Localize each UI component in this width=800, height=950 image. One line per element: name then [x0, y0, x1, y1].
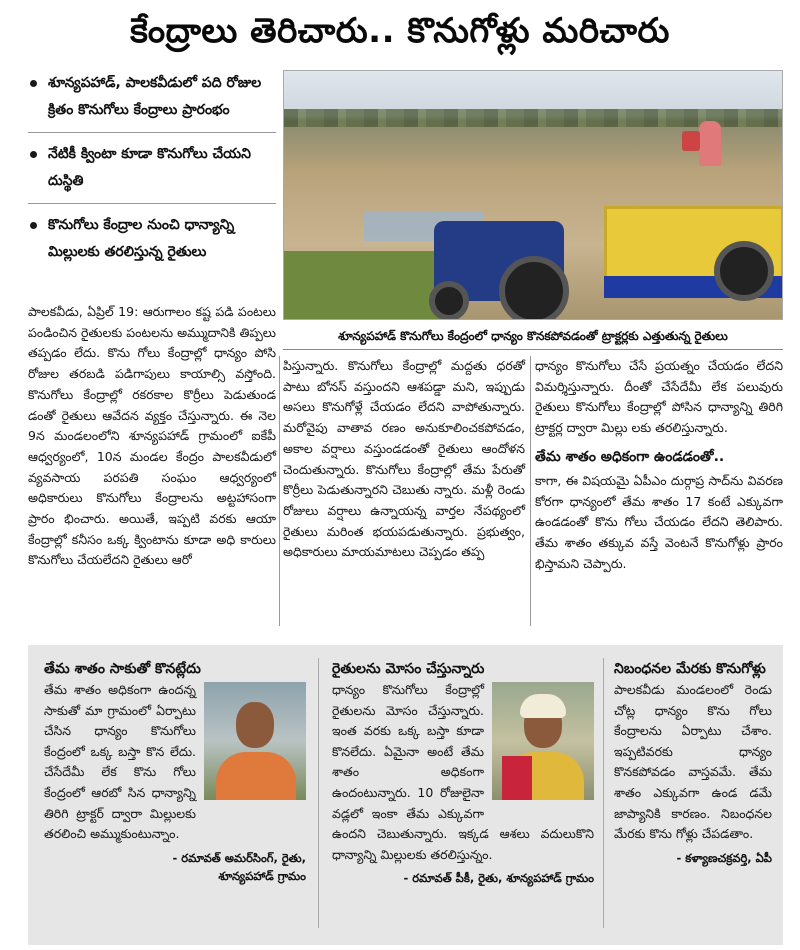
column-divider: [530, 356, 531, 626]
quote-box: [44, 658, 306, 938]
quote-text: ధాన్యం కొనుగోలు కేంద్రాల్లో రైతులను మోసం చేస్తున్నారు. ఇంత వరకు ఒక్క బస్తా కూడా కొనలేదు. ఏమైనా అంటే తేమ శాతం అధికంగా ఉందంటున్నారు. 10 రోజులైనా వడ్లలో ఇంకా తేమ ఎక్కువగా ఉందని చెబుతున్నారు. ఇక్కడ ఆశలు వదులుకొని ధాన్యాన్ని మిల్లులకు తరలిస్తున్నం.: [332, 682, 594, 862]
portrait-scarf: [520, 694, 566, 718]
article-column-3: [535, 356, 783, 574]
farmer-portrait: [204, 682, 306, 800]
quote-signature: [44, 849, 306, 885]
box-divider: [318, 658, 319, 928]
farmer-portrait: [492, 682, 594, 800]
quote-text: తేమ శాతం అధికంగా ఉందన్న సాకుతో మా గ్రామంలో ఏర్పాటు చేసిన ధాన్యం కొనుగోలు కేంద్రంలో ఒక్క బస్తా కొన లేదు. చేసేదేమీ లేక కొను గోలు కేంద్రంలో ఆరబో సిన ధాన్యాన్ని తిరిగి ట్రాక్టర్ ద్వారా మిల్లులకు తరలించి అమ్ముకుంటున్నాం.: [44, 682, 196, 842]
photo-wheel: [714, 241, 774, 301]
highlight-item: కొనుగోలు కేంద్రాల నుంచి ధాన్యాన్ని మిల్లులకు తరలిస్తున్న రైతులు: [28, 212, 276, 274]
photo-sack: [682, 131, 700, 151]
article-column-3-text: ధాన్యం కొనుగోలు చేసే ప్రయత్నం చేయడం లేదని విమర్శిస్తున్నారు. దీంతో చేసేదేమీ లేక పలువురు రైతులు కొనుగోలు కేంద్రాల్లో పోసిన ధాన్యాన్ని తిరిగి ట్రాక్టర్ల ద్వారా మిల్లు లకు తరలిస్తున్నారు.: [535, 358, 783, 436]
column-divider: [279, 356, 280, 626]
portrait-head: [236, 702, 274, 748]
photo-wheel: [499, 256, 569, 320]
article-subhead: తేమ శాతం అధికంగా ఉండడంతో..: [535, 448, 725, 465]
news-photo: [283, 70, 783, 320]
highlight-item: నేటికీ క్వింటా కూడా కొనుగోలు చేయని దుస్థితి: [28, 141, 276, 204]
quote-signature: - రమావత్ పీకీ, రైతు, శూన్యపహాడ్ గ్రామం: [403, 871, 594, 886]
photo-caption: శూన్యపహాడ్ కొనుగోలు కేంద్రంలో ధాన్యం కొనకపోవడంతో ట్రాక్టర్లకు ఎత్తుతున్న రైతులు: [283, 322, 783, 350]
quote-text: పాలకవీడు మండలంలో రెండు చోట్ల ధాన్యం కొను గోలు కేంద్రాలను ఏర్పాటు చేశాం. ఇప్పటివరకు ధాన్యం కొనకపోవడం వాస్తవమే. తేమ శాతం ఎక్కువగా ఉండ డమే జాప్యానికి కారణం. నిబంధనల మేరకు కొను గోళ్లు చేపడతాం.: [614, 682, 772, 842]
headline: కేంద్రాలు తెరిచారు.. కొనుగోళ్లు మరిచారు: [130, 11, 670, 51]
quote-title: తేమ శాతం సాకుతో కొనట్లేదు: [44, 661, 201, 677]
signature-line: శూన్యపహాడ్ గ్రామం: [218, 868, 306, 883]
quote-title: నిబంధనల మేరకు కొనుగోళ్లు: [614, 661, 766, 677]
box-divider: [603, 658, 604, 928]
portrait-body: [216, 752, 296, 800]
photo-wheel: [429, 281, 469, 320]
article-column-1: పాలకవీడు, ఏప్రిల్ 19: ఆరుగాలం కష్ట పడి పంటలు పండించిన రైతులకు పంటలను అమ్ముదానికి తిప్పలు తప్పడం లేదు. కొను గోలు కేంద్రాల్లో ధాన్యం పోసి రోజుల తరబడి పడిగాపులు కాయాల్సి వస్తోంది. కొనుగోలు కేంద్రాల్లో రకరకాల కొర్రీలు పెడుతుండ డంతో రైతులు ఆవేదన వ్యక్తం చేస్తున్నారు. ఈ నెల 9న మండలంలోని శూన్యపహాడ్ గ్రామంలో ఐకేపీ ఆధ్వర్యంలో, 10న మండల కేంద్రం పాలకవీడులో వ్యవసాయ పరపతి సంఘం ఆధ్వర్యంలో అధికారులు కొనుగోలు కేంద్రాలను అట్టహాసంగా ప్రారం భించారు. అయితే, ఇప్పటి వరకు ఆయా కేంద్రాల్లో కనీసం ఒక్క క్వింటాను కూడా అధి కారులు కొనుగోలు చేయలేదని రైతులు ఆరో: [28, 304, 276, 568]
quote-box: [614, 658, 772, 938]
signature-line: - రమావత్ అమర్‌సింగ్, రైతు,: [172, 850, 306, 865]
highlight-item: శూన్యపహాడ్, పాలకవీడులో పది రోజుల క్రితం కొనుగోలు కేంద్రాలు ప్రారంభం: [28, 70, 276, 133]
photo-field: [284, 251, 444, 320]
photo-person: [699, 121, 721, 166]
article-column-3-text: కాగా, ఈ విషయమై ఏపీఎం దుర్గాప్ర సాద్‌ను వివరణ కోరగా ధాన్యంలో తేమ శాతం 17 కంటే ఎక్కువగా ఉండడంతో కొను గోలు చేయడం లేదని తెలిపారు. తేమ శాతం తక్కువ వస్తే వెంటనే కొనుగోళ్లు ప్రారం భిస్తామని చెప్పారు.: [535, 472, 783, 571]
portrait-sari: [502, 756, 532, 800]
quote-box: [332, 658, 594, 938]
highlights-list: [28, 70, 276, 282]
quote-title: రైతులను మోసం చేస్తున్నారు: [332, 661, 485, 677]
article-column-2: పిస్తున్నారు. కొనుగోలు కేంద్రాల్లో మద్దతు ధరతో పాటు బోనస్ వస్తుందని ఆశపడ్డా మని, ఇప్పుడు అసలు కొనుగోళ్లే చేయడం లేదని వాపోతున్నారు. మరోవైపు వాతావ రణం అనుకూలించకపోవడం, అకాల వర్షాలు వస్తుండడంతో రైతులు ఆందోళన చెందుతున్నారు. కొనుగోలు కేంద్రాల్లో తేమ పేరుతో కొర్రీలు పెడుతున్నారని చెబుతు న్నారు. మళ్లీ రెండు రోజులు వర్షాలు ఉన్నాయన్న వార్తల నేపథ్యంలో రైతులు మరింత భయపడుతున్నారు. ప్రభుత్వం, అధికారులు మాయమాటలు చెప్పడం తప్ప: [283, 358, 525, 560]
quote-signature: - కళ్యాణచక్రవర్తి, ఏపీ: [676, 850, 772, 865]
